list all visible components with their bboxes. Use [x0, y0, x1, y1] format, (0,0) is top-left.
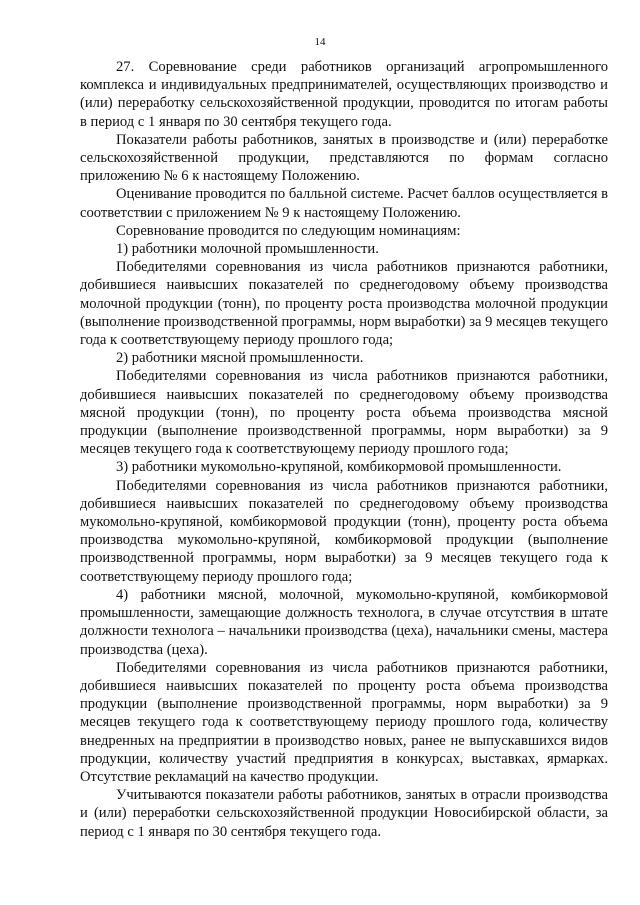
- nomination-2-criteria: Победителями соревнования из числа работников признаются работники, добившиеся наивысших показателей по среднегодовому объему производства мясной продукции (тонн), по проценту роста объема производства мясной продукции (выполнение производственной программы, норм выработки) за 9 месяцев текущего года к соответствующему периоду прошлого года;: [80, 368, 608, 458]
- page-number: 14: [314, 36, 326, 48]
- nomination-2-heading: 2) работники мясной промышленности.: [116, 350, 364, 367]
- paragraph-4: Соревнование проводится по следующим номинациям:: [116, 222, 461, 239]
- nomination-1-heading: 1) работники молочной промышленности.: [116, 241, 379, 258]
- document-body: [80, 58, 608, 841]
- paragraph-2: Показатели работы работников, занятых в производстве и (или) переработке сельскохозяйственной продукции, представляются по формам согласно приложению № 6 к настоящему Положению.: [80, 131, 608, 185]
- nomination-3-heading: 3) работники мукомольно-крупяной, комбикормовой промышленности.: [116, 459, 562, 476]
- paragraph-final: Учитываются показатели работы работников, занятых в отрасли производства и (или) переработки сельскохозяйственной продукции Новосибирской области, за период с 1 января по 30 сентября текущего года.: [80, 787, 608, 840]
- nomination-1-criteria: Победителями соревнования из числа работников признаются работники, добившиеся наивысших показателей по среднегодовому объему производства молочной продукции (тонн), по проценту роста производства молочной продукции (выполнение производственной программы, норм выработки) за 9 месяцев текущего года к соответствующему периоду прошлого года;: [80, 259, 608, 349]
- paragraph-3: Оценивание проводится по балльной системе. Расчет баллов осуществляется в соответствии с приложением № 9 к настоящему Положению.: [80, 186, 608, 221]
- nomination-3-criteria: Победителями соревнования из числа работников признаются работники, добившиеся наивысших показателей по среднегодовому объему производства мукомольно-крупяной, комбикормовой продукции (тонн), проценту роста объема производства мукомольно-крупяной, комбикормовой продукции (выполнение производственной программы, норм выработки) за 9 месяцев текущего года к соответствующему периоду прошлого года;: [80, 477, 608, 585]
- paragraph-1: 27. Соревнование среди работников организаций агропромышленного комплекса и индивидуальных предпринимателей, осуществляющих производство и (или) переработку сельскохозяйственной продукции, проводится по итогам работы в период с 1 января по 30 сентября текущего года.: [80, 59, 608, 130]
- nomination-4-criteria: Победителями соревнования из числа работников признаются работники, добившиеся наивысших показателей по проценту роста объема производства продукции (выполнение производственной программы, норм выработки) за 9 месяцев текущего года к соответствующему периоду прошлого года, количеству внедренных на предприятии в производство новых, ранее не выпускавшихся видов продукции, количеству участий предприятия в конкурсах, выставках, ярмарках. Отсутствие рекламаций на качество продукции.: [80, 659, 608, 785]
- nomination-4-heading: 4) работники мясной, молочной, мукомольно-крупяной, комбикормовой промышленности, замещающие должность технолога, в случае отсутствия в штате должности технолога – начальники производства (цеха), начальники смены, мастера производства (цеха).: [80, 586, 608, 658]
